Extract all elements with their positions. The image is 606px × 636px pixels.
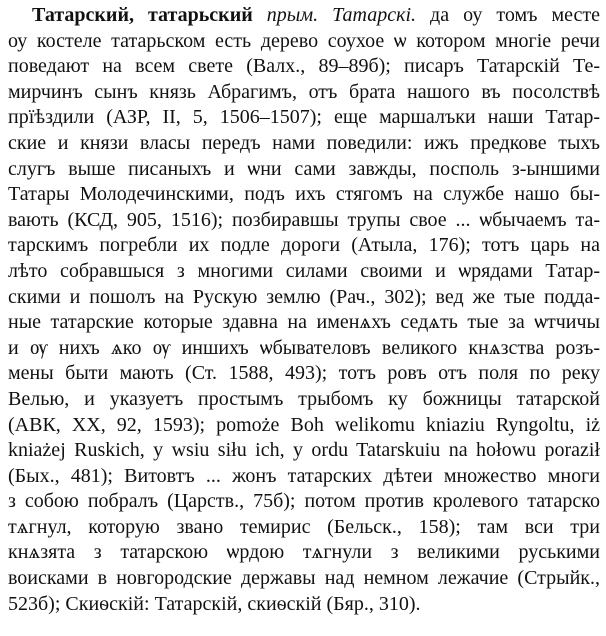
entry-line-11: лѣто собравшыся з многими силами своими и ѡрядами Татар- (8, 259, 600, 282)
entry-line-22: кнѧзята з татарскою ѡрдою тѧгнули з великими руськими (8, 541, 600, 564)
entry-line-18: kniażej Ruskich, у wsiu siłu ich, у ordu Tatarskuiu na hołowu poraził (8, 439, 600, 462)
variant-form: Татарскі. (332, 4, 417, 26)
entry-line-1 (8, 3, 600, 29)
entry-line-3: поведают на всем свете (Валх., 89–89б); писаръ Татарскій Те- (8, 55, 600, 78)
entry-line-4: мирчинъ сынъ князь Абрагимъ, отъ брата нашого въ посолствѣ (8, 80, 600, 103)
entry-line-17: (АВК, XX, 92, 1593); pomoże Boh welikomu kniaziu Ryngoltu, iż (8, 413, 600, 436)
entry-line-23: воисками в новгородские державы над немном лежачие (Стрыйк., (8, 567, 600, 590)
entry-line-12: скими и пошолъ на Рускую землю (Рач., 302); вед же тые подда- (8, 285, 600, 308)
entry-line-15: мены быти мають (Ст. 1588, 493); тотъ ровъ отъ поля по реку (8, 362, 600, 385)
entry-line-24: 523б); Скиѳскій: Татарскій, скиѳскій (Бяр., 310). (8, 592, 421, 615)
entry-line-16: Велью, и указуетъ простымъ трыбомъ ку божницы татарской (8, 387, 600, 410)
entry-line-10: тарскимъ погребли их подле дороги (Атыла, 176); тотъ царь на (8, 234, 600, 257)
citation-text: да оу томъ месте (416, 4, 600, 26)
headword: Татарский, татарьский (32, 4, 253, 26)
entry-line-6: ские и князи власы передъ нами поведили: ижъ предкове тыхъ (8, 131, 600, 154)
entry-line-9: вають (КСД, 905, 1516); позбиравшы трупы свое ... ѡбычаемъ та- (8, 208, 600, 231)
entry-line-20: з собою побралъ (Царств., 75б); потом против кролевого татарско (8, 490, 600, 513)
entry-line-7: слугъ выше писаныхъ и ѡни сами завжды, посполь з-ыншими (8, 157, 600, 180)
entry-line-5: прїѣздили (АЗР, II, 5, 1506–1507); еще маршалъки наши Татар- (8, 106, 600, 129)
entry-line-14: и ѹ нихъ ѧко ѹ иншихъ ѡбывателовъ великого кнѧзства розъ- (8, 336, 600, 359)
entry-line-8: Татары Молодечинскими, подъ ихъ стягомъ на службе нашо бы- (8, 183, 600, 206)
part-of-speech: прым. (266, 4, 319, 26)
entry-line-13: ные татарские которые здавна на именѧхъ седѧть тые за ѡтчичы (8, 311, 600, 334)
entry-line-19: (Быx., 481); Витовтъ ... жонъ татарских дѣтеи множество многи (8, 464, 600, 487)
entry-line-21: тѧгнул, которую звано темирис (Бельск., 158); там вси три (8, 515, 600, 538)
entry-line-2: оу костеле татарьском есть дерево соухое ѡ котором многіе речи (8, 29, 600, 52)
